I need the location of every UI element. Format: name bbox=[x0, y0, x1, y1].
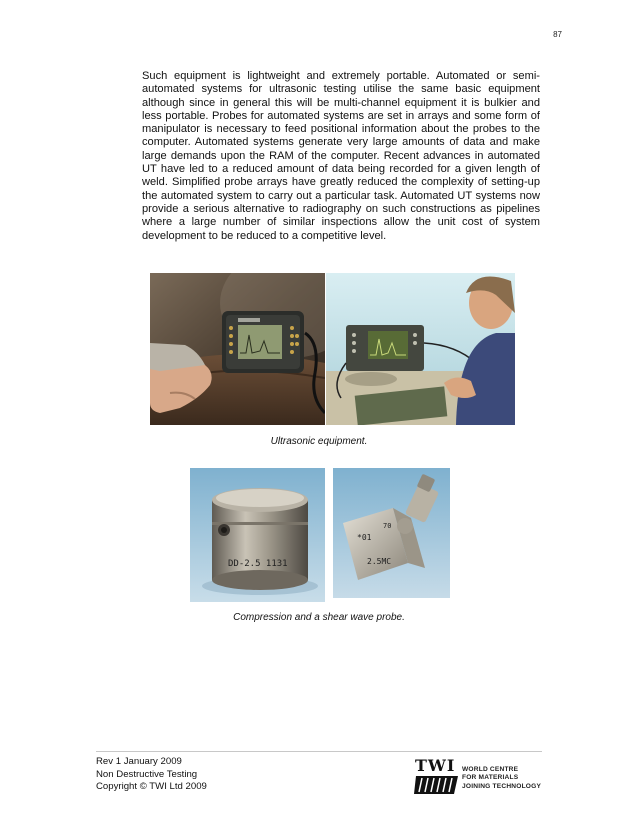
footer-copyright: Copyright © TWI Ltd 2009 bbox=[96, 781, 207, 793]
footer-revision: Rev 1 January 2009 bbox=[96, 756, 182, 767]
twi-tagline-line3: JOINING TECHNOLOGY bbox=[462, 782, 542, 790]
twi-tagline bbox=[462, 766, 541, 791]
twi-tagline-line1: WORLD CENTRE bbox=[462, 766, 519, 773]
twi-logo-stripes-icon bbox=[414, 776, 458, 794]
twi-logo-text: TWI bbox=[415, 756, 456, 775]
photo-shear-wave-probe bbox=[333, 468, 450, 598]
compression-probe-illustration bbox=[190, 468, 325, 602]
body-paragraph: Such equipment is lightweight and extremely portable. Automated or semi-automated systems for ultrasonic testing utilise the same basic equipment although since in general this will be multi-channel equipment it is bulkier and less portable. Probes for automated systems are set in arrays and some form of manipulator is necessary to feed positional information about the probes to the computer. Automated systems generate very large amounts of data and make large demands upon the RAM of the computer. Recent advances in automated UT have led to a reduced amount of data being recorded for a given length of weld. Simplified probe arrays have greatly reduced the complexity of setting-up the automated system to carry out a particular task. Automated UT systems now provide a serious alternative to radiography on such constructions as pipelines where a large number of similar inspections allow the unit cost of system development to be reduced to a competitive level. bbox=[142, 70, 540, 242]
twi-tagline-line2: FOR MATERIALS bbox=[462, 774, 519, 782]
compression-probe-marking: DD-2.5 1131 bbox=[228, 559, 288, 569]
shear-probe-marking-id: *01 bbox=[357, 533, 372, 542]
caption-probes: Compression and a shear wave probe. bbox=[233, 612, 405, 623]
portable-flaw-detector-illustration bbox=[150, 273, 325, 425]
page-number: 87 bbox=[553, 30, 562, 39]
photo-portable-flaw-detector bbox=[150, 273, 325, 425]
footer-document-title: Non Destructive Testing bbox=[96, 768, 198, 780]
photo-operator-with-instrument bbox=[326, 273, 515, 425]
caption-ultrasonic-equipment: Ultrasonic equipment. bbox=[270, 436, 368, 447]
shear-probe-marking-angle: 70 bbox=[383, 522, 392, 530]
operator-instrument-illustration bbox=[326, 273, 515, 425]
footer-info bbox=[96, 756, 207, 794]
footer-divider bbox=[96, 751, 542, 752]
photo-compression-probe bbox=[190, 468, 325, 602]
shear-probe-marking-frequency: 2.5MC bbox=[367, 557, 392, 566]
shear-wave-probe-illustration bbox=[333, 468, 450, 598]
